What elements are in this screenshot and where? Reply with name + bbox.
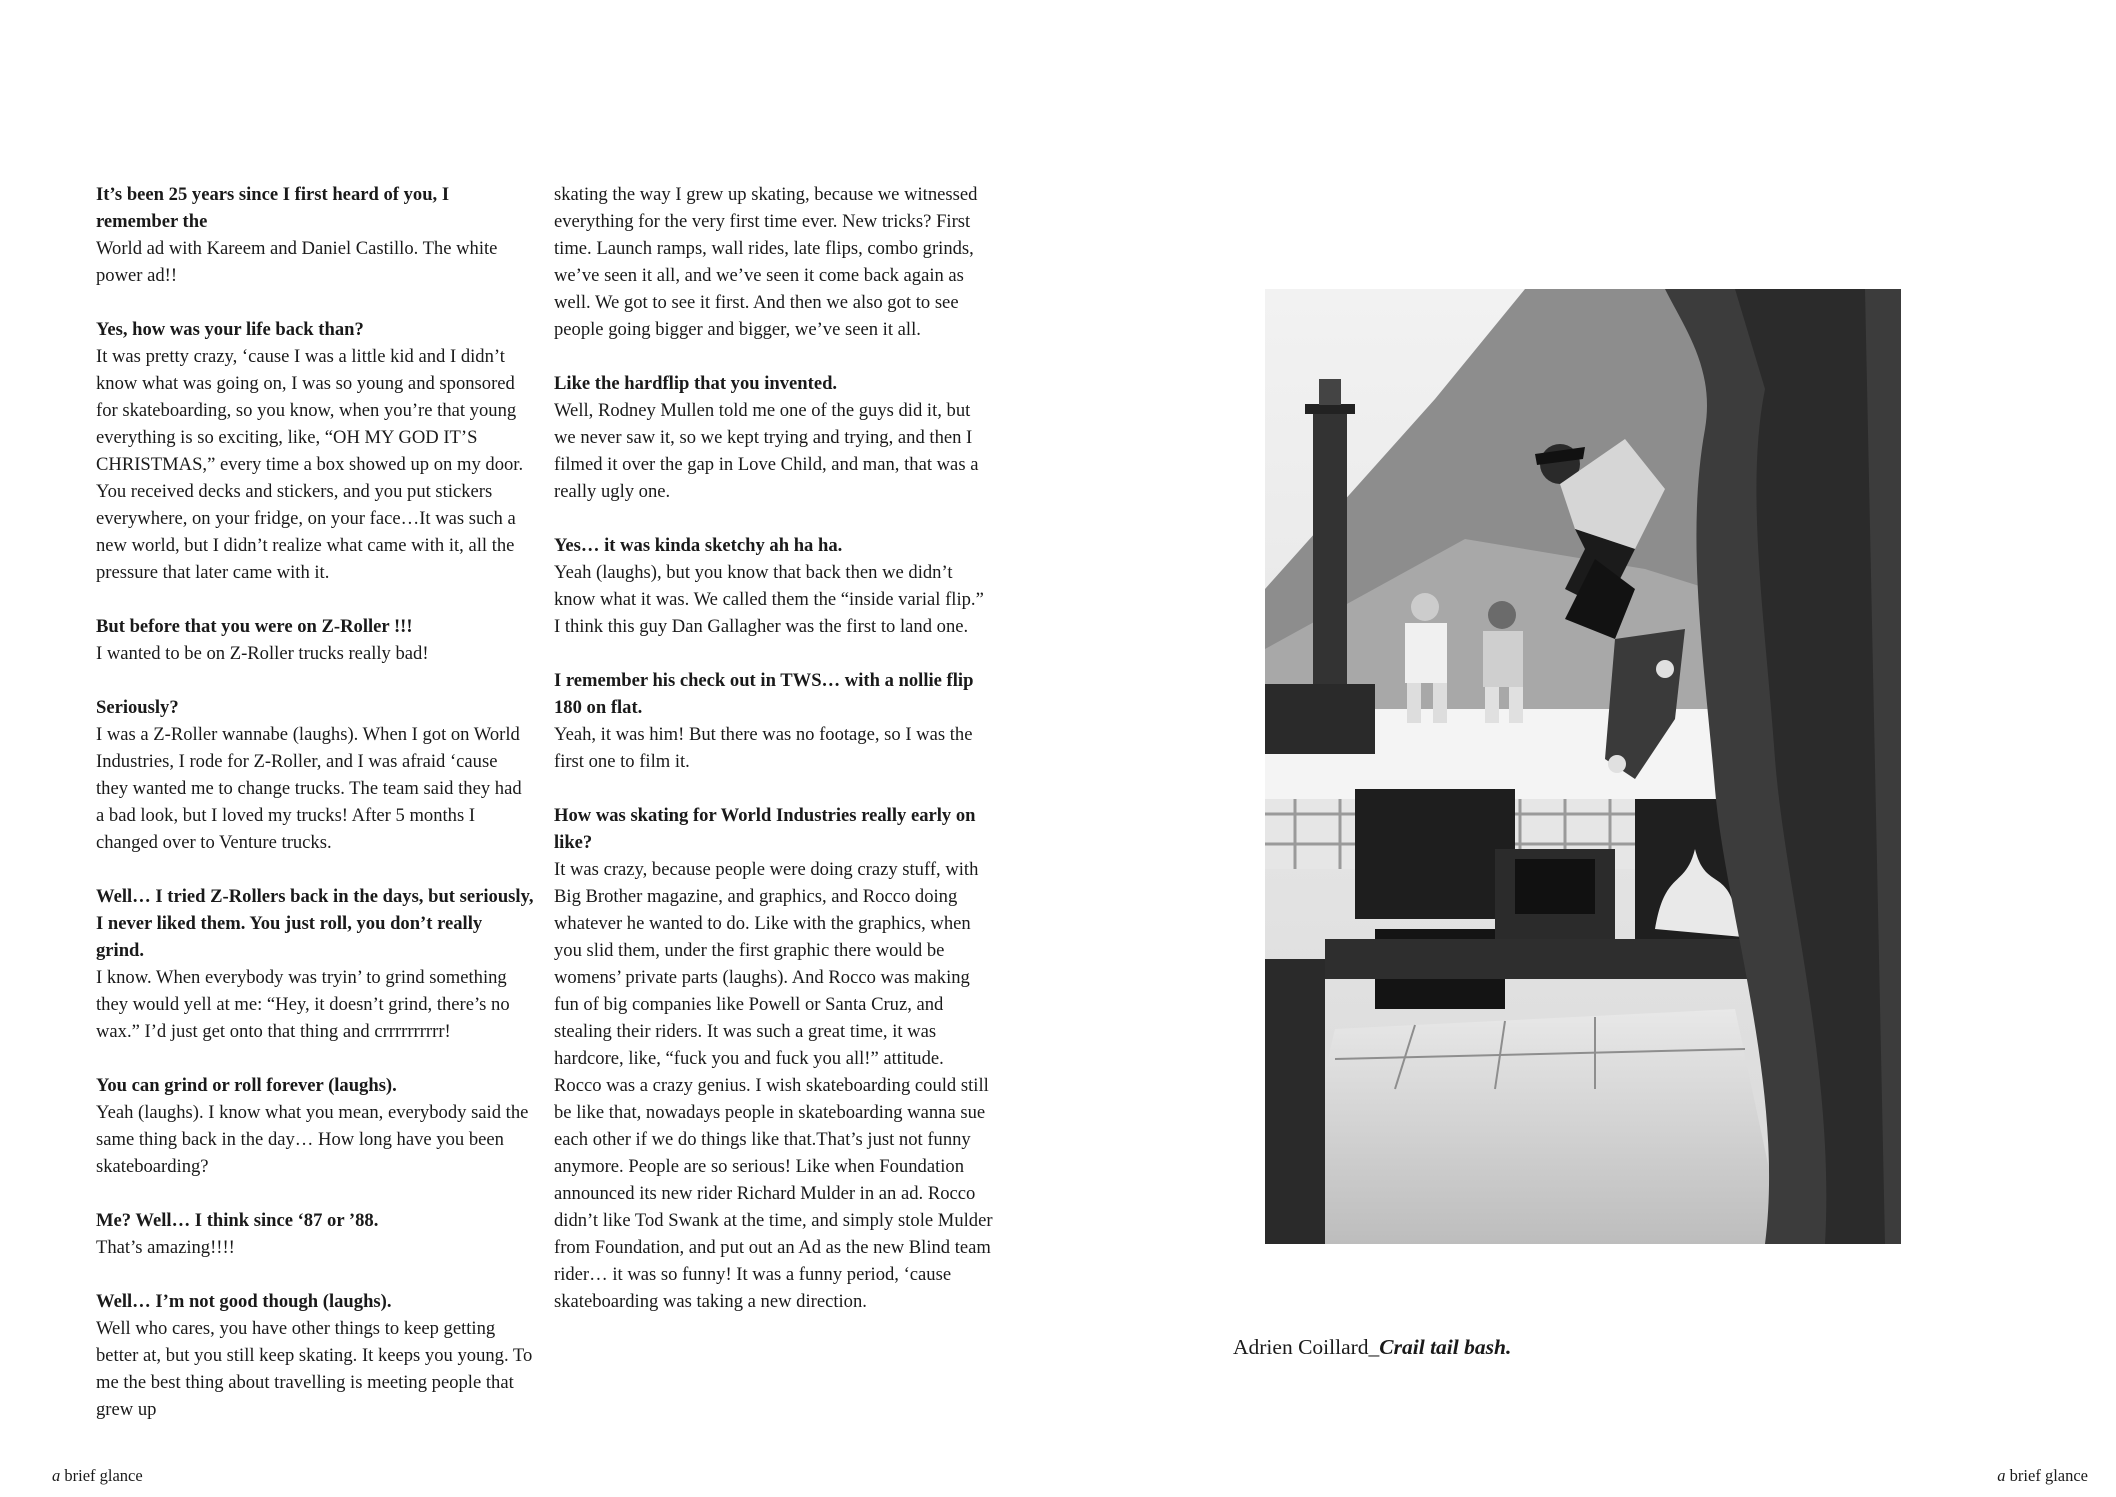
interview-question: Well… I’m not good though (laughs). [96,1291,392,1312]
photo-caption [1233,1333,1511,1361]
interview-question: You can grind or roll forever (laughs). [96,1075,397,1096]
footer-left-text: brief glance [60,1466,143,1485]
interview-answer: Well, Rodney Mullen told me one of the guys did it, but we never saw it, so we kept trying and trying, and then I filmed it over the gap in Love Child, and man, that was a really ugly one. [554,400,979,502]
interview-column-right [554,181,994,1315]
qa-block [554,532,994,640]
qa-block [554,181,994,343]
footer-right [1997,1466,2088,1486]
footer-left [52,1466,143,1486]
qa-block [96,181,534,289]
qa-block [96,613,534,667]
footer-right-a: a [1997,1466,2006,1485]
interview-answer: skating the way I grew up skating, because we witnessed everything for the very first time ever. New tricks? First time. Launch ramps, wall rides, late flips, combo grinds, we’ve seen it all, and we’ve seen it come back again as well. We got to see it first. And then we also got to see people going bigger and bigger, we’ve seen it all. [554,184,978,340]
interview-answer: I know. When everybody was tryin’ to grind something they would yell at me: “Hey, it doesn’t grind, there’s no wax.” I’d just get onto that thing and crrrrrrrrrr! [96,967,510,1042]
photo-illustration [1265,289,1901,1244]
interview-answer: Yeah, it was him! But there was no footage, so I was the first one to film it. [554,724,973,772]
interview-question: Me? Well… I think since ‘87 or ’88. [96,1210,379,1231]
qa-block [96,1072,534,1180]
qa-block [96,694,534,856]
interview-answer: World ad with Kareem and Daniel Castillo. The white power ad!! [96,238,498,286]
footer-right-text: brief glance [2005,1466,2088,1485]
interview-question: Seriously? [96,697,179,718]
interview-column-left [96,181,534,1423]
interview-question: Well… I tried Z-Rollers back in the days, but seriously, I never liked them. You just roll, you don’t really grind. [96,886,534,961]
qa-block [96,316,534,586]
caption-name: Adrien Coillard_ [1233,1335,1380,1359]
interview-answer: Well who cares, you have other things to keep getting better at, but you still keep skating. It keeps you young. To me the best thing about travelling is meeting people that grew up [96,1318,533,1420]
qa-block [96,1207,534,1261]
interview-answer: Yeah (laughs), but you know that back then we didn’t know what it was. We called them the “inside varial flip.” I think this guy Dan Gallagher was the first to land one. [554,562,984,637]
qa-block [554,667,994,775]
qa-block [554,802,994,1315]
footer-left-a: a [52,1466,61,1485]
interview-answer: That’s amazing!!!! [96,1237,235,1258]
interview-answer: It was pretty crazy, ‘cause I was a little kid and I didn’t know what was going on, I was so young and sponsored for skateboarding, so you know, when you’re that young everything is so exciting, like, “OH MY GOD IT’S CHRISTMAS,” every time a box showed up on my door. You received decks and stickers, and you put stickers everywhere, on your fridge, on your face…It was such a new world, but I didn’t realize what came with it, all the pressure that later came with it. [96,346,524,583]
interview-answer: I was a Z-Roller wannabe (laughs). When I got on World Industries, I rode for Z-Roller, and I was afraid ‘cause they wanted me to change trucks. The team said they had a bad look, but I loved my trucks! After 5 months I changed over to Venture trucks. [96,724,522,853]
interview-question: Yes, how was your life back than? [96,319,364,340]
interview-question: How was skating for World Industries really early on like? [554,805,976,853]
interview-question: But before that you were on Z-Roller !!! [96,616,413,637]
qa-block [554,370,994,505]
interview-answer: I wanted to be on Z-Roller trucks really bad! [96,643,429,664]
interview-answer: Yeah (laughs). I know what you mean, everybody said the same thing back in the day… How long have you been skateboarding? [96,1102,529,1177]
interview-question: Yes… it was kinda sketchy ah ha ha. [554,535,843,556]
skate-photo [1265,289,1901,1244]
interview-question: It’s been 25 years since I first heard of you, I remember the [96,184,450,232]
interview-question: Like the hardflip that you invented. [554,373,838,394]
qa-block [96,1288,534,1423]
caption-trick: Crail tail bash. [1379,1335,1512,1359]
interview-question: I remember his check out in TWS… with a nollie flip 180 on flat. [554,670,974,718]
qa-block [96,883,534,1045]
interview-answer: It was crazy, because people were doing crazy stuff, with Big Brother magazine, and graphics, and Rocco doing whatever he wanted to do. Like with the graphics, when you slid them, under the first graphic there would be womens’ private parts (laughs). And Rocco was making fun of big companies like Powell or Santa Cruz, and stealing their riders. It was such a great time, it was hardcore, like, “fuck you and fuck you all!” attitude. Rocco was a crazy genius. I wish skateboarding could still be like that, nowadays people in skateboarding wanna sue each other if we do things like that.That’s just not funny anymore. People are so serious! Like when Foundation announced its new rider Richard Mulder in an ad. Rocco didn’t like Tod Swank at the time, and simply stole Mulder from Foundation, and put out an Ad as the new Blind team rider… it was so funny! It was a funny period, ‘cause skateboarding was taking a new direction. [554,859,993,1312]
